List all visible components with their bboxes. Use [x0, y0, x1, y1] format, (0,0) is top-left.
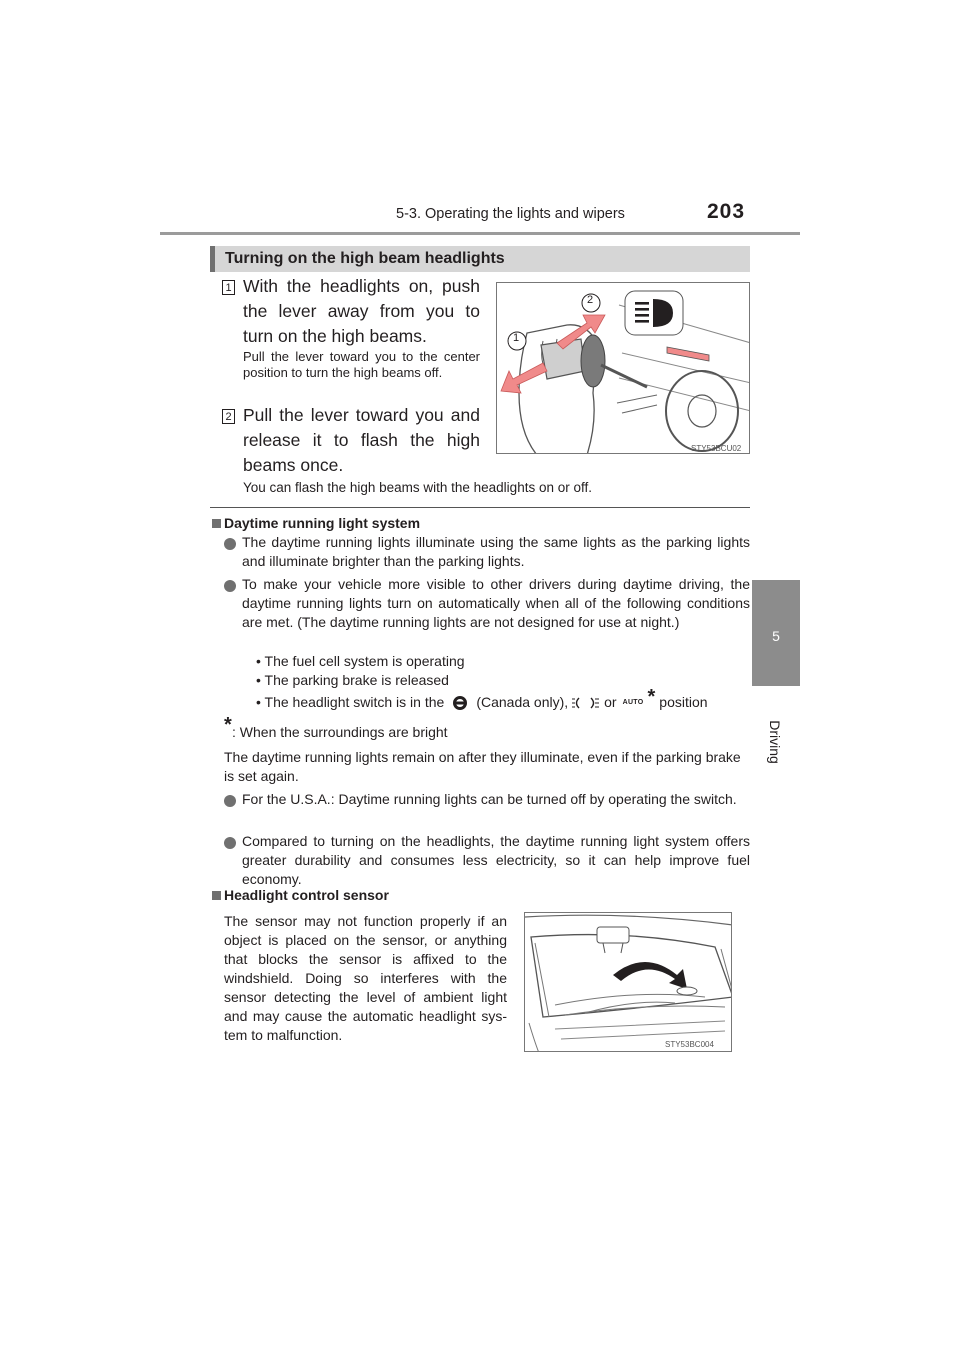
heading-marker [212, 519, 221, 528]
figure-code: STY53BC004 [665, 1040, 714, 1049]
section-divider [210, 507, 750, 508]
running-header-section: 5-3. Operating the lights and wipers [396, 206, 625, 222]
bullet-icon [224, 795, 236, 807]
drl-bullet-4: Compared to turning on the headlights, the daytime running light system offers greater durability and consumes less electricity, so it can help improve fuel economy. [242, 833, 750, 887]
chapter-label: Driving [767, 720, 783, 764]
lever-diagram [497, 283, 750, 454]
drl-bullet-2: To make your vehicle more visible to other drivers during daytime driving, the daytime running lights turn on automatically when all of the following conditions are met. (The daytime running lights are not designed for use at night.) [242, 576, 750, 630]
condition-2: • The parking brake is released [256, 672, 449, 688]
high-beam-note: You can flash the high beams with the headlights on or off. [243, 480, 592, 495]
figure-callout-1: 1 [513, 332, 520, 344]
step-number-1: 1 [222, 280, 235, 295]
chapter-number: 5 [772, 628, 780, 644]
step-number-2: 2 [222, 409, 235, 424]
bullet-icon [224, 538, 236, 550]
drl-bullet-3: For the U.S.A.: Daytime running lights can be turned off by operating the switch. [242, 791, 737, 807]
sensor-illustration [524, 912, 732, 1052]
header-rule [160, 232, 800, 235]
section-title: Turning on the high beam headlights [225, 250, 505, 267]
sensor-heading: Headlight control sensor [224, 887, 389, 903]
asterisk-marker: * [647, 686, 656, 708]
condition-3-start: • The headlight switch is in the [256, 694, 445, 710]
condition-3 [256, 686, 708, 712]
condition-3-end: position [659, 694, 708, 710]
headlight-icon [571, 695, 601, 711]
page-number: 203 [707, 200, 746, 223]
figure-callout-2: 2 [587, 294, 594, 306]
lever-illustration [496, 282, 750, 454]
step-1-text: With the headlights on, push the lever away from you to turn on the high beams. [243, 276, 480, 346]
drl-bullet-1: The daytime running lights illuminate using the same lights as the parking lights and illuminate brighter than the parking lights. [242, 534, 750, 569]
sensor-text: The sensor may not function properly if an object is placed on the sensor, or anything that blocks the sensor is affixed to the windshield. Doing so interferes with the sensor detecting the level of ambient light and may cause the automatic headlight sys- tem to malfunction. [224, 913, 507, 1043]
footnote-asterisk: * [224, 714, 232, 736]
drl-paragraph: The daytime running lights remain on after they illuminate, even if the parking brake is set again. [224, 749, 741, 784]
step-1-subtext: Pull the lever toward you to the center position to turn the high beams off. [243, 349, 480, 380]
step-2-text: Pull the lever toward you and release it to flash the high beams once. [243, 405, 480, 475]
parking-light-icon [447, 695, 473, 711]
condition-1: • The fuel cell system is operating [256, 653, 465, 669]
figure-code: STY53BCU02 [691, 444, 742, 453]
bullet-icon [224, 837, 236, 849]
footnote-text: : When the surroundings are bright [232, 724, 448, 740]
windshield-diagram [525, 913, 732, 1052]
heading-marker [212, 891, 221, 900]
drl-heading: Daytime running light system [224, 515, 421, 531]
condition-3-canada: (Canada only), [476, 694, 569, 710]
auto-icon: AUTO [622, 699, 644, 706]
condition-3-or: or [604, 694, 617, 710]
bullet-icon [224, 580, 236, 592]
